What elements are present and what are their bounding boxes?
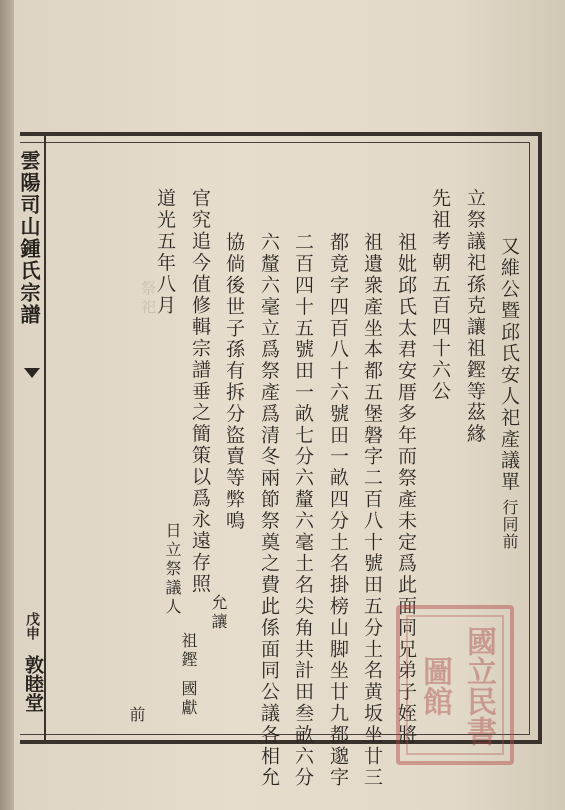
- text-column-10: 道光五年八月: [154, 188, 176, 317]
- seal-text: 國立民書圖館: [417, 626, 496, 746]
- text-column-1: 立祭議祀孫克讓祖鏗等茲緣: [464, 188, 486, 445]
- library-seal-stamp: [396, 605, 514, 765]
- book-title: 雲陽司山鍾氏宗譜: [17, 150, 41, 326]
- text-column-9: 官究追今值修輯宗譜垂之簡策以爲永遠存照: [189, 188, 211, 595]
- text-column-8: 協倘後世子孫有拆分盜賣等弊鳴: [223, 232, 245, 532]
- text-column-6: 二百四十五號田一畝七分六釐六毫土名尖角共計田叁畝六分: [292, 232, 314, 789]
- signer-name-1: 祖鏗: [179, 632, 198, 670]
- document-heading-text: 又維公暨邱氏安人祀產議單: [498, 236, 520, 493]
- signer-name-2: 允讓: [209, 594, 228, 632]
- signer-name-3: 國獻: [179, 680, 198, 718]
- bleed-through-text: 祭祀: [139, 280, 157, 318]
- text-column-7: 六釐六毫立爲祭產爲清冬兩節祭奠之費此係面同公議各相允: [258, 232, 280, 789]
- signer-note: 前: [127, 706, 146, 725]
- text-column-3: 祖妣邱氏太君安厝多年而祭產未定爲此面同兄弟子姪將: [395, 232, 417, 746]
- margin-date: 戊申: [24, 612, 40, 640]
- document-heading: [497, 236, 521, 550]
- text-column-5: 都竟字四百八十六號田一畝四分土名掛榜山脚坐廿九都邈字: [327, 232, 349, 789]
- margin-studio: 敦睦堂: [22, 655, 44, 712]
- signing-line: 日立祭議人: [163, 522, 182, 617]
- heading-note: 行同前: [500, 498, 519, 550]
- text-column-2: 先祖考朝五百四十六公: [429, 188, 451, 402]
- text-column-4: 祖遺衆產坐本都五堡磐字二百八十號田五分土名黄坂坐廿三: [361, 232, 383, 789]
- book-spine-shadow: [0, 0, 14, 810]
